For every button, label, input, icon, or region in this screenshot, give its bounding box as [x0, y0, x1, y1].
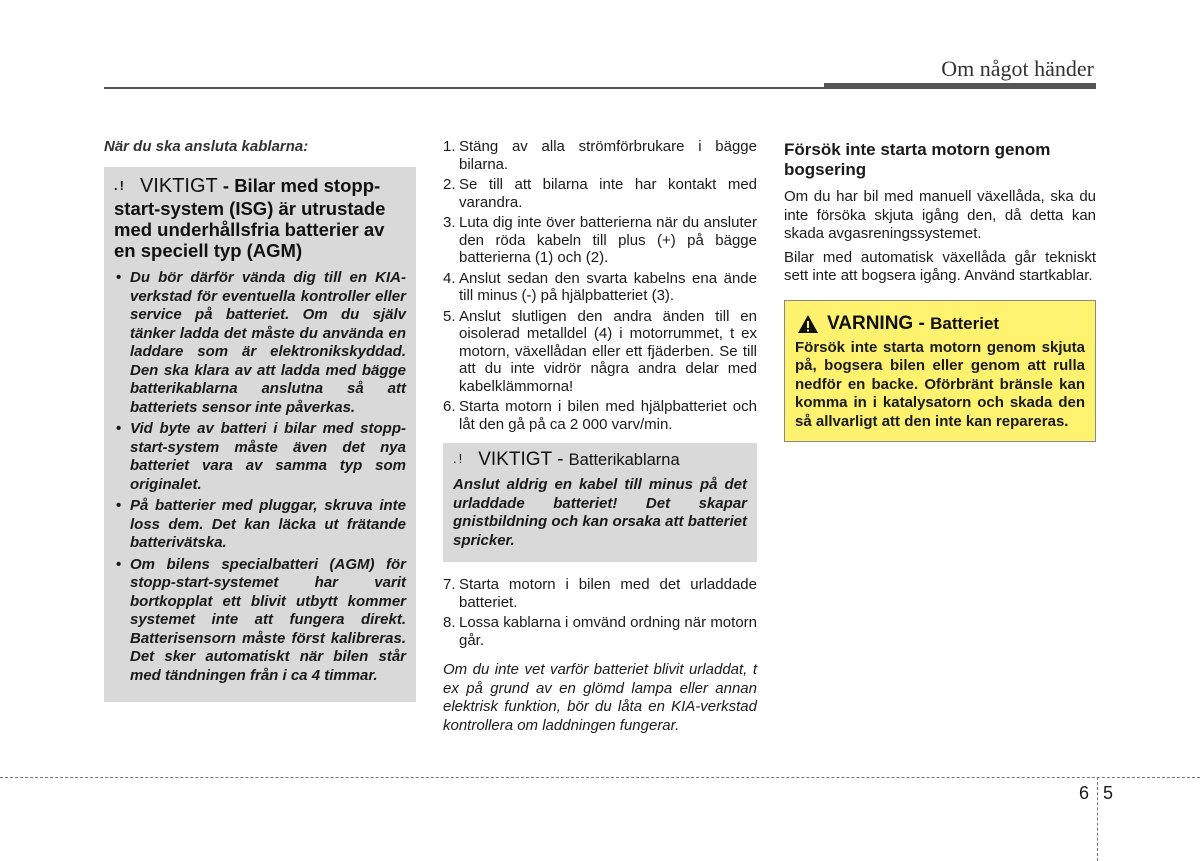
column-middle [443, 138, 757, 735]
step-number: 2. [443, 176, 456, 193]
step-number: 1. [443, 138, 456, 155]
list-item [443, 176, 757, 211]
step-text: Anslut slutligen den andra änden till en oisolerad metalldel (4) i motorrummet, t ex motorn, växellådan eller ett fjäderben. Se till att du inte vidrör några andra delar med kabelklämmorna! [459, 307, 757, 395]
step-text: Stäng av alla strömförbrukare i bägge bilarna. [459, 138, 757, 173]
footer-rule [0, 777, 1200, 778]
notice-label: VIKTIGT - [478, 449, 569, 470]
column-right [784, 140, 1096, 442]
closing-note: Om du inte vet varför batteriet blivit urladdat, t ex på grund av en glömd lampa eller annan elektrisk funktion, bör du låta en KIA-verkstad kontrollera om laddningen fungerar. [443, 661, 757, 734]
steps-list-b [443, 576, 757, 649]
notice-label: VIKTIGT [139, 175, 218, 197]
warning-label: VARNING - [827, 312, 925, 334]
automatic-gearbox-paragraph: Bilar med automatisk växellåda går tekniskt sett inte att bogsera igång. Använd startkablar. [784, 248, 1096, 284]
step-number: 7. [443, 576, 456, 593]
list-item [443, 308, 757, 396]
step-text: Starta motorn i bilen med hjälpbatteriet och låt den gå på ca 2 000 varv/min. [459, 398, 757, 433]
warning-title [795, 313, 1085, 335]
page-number: 5 [1103, 783, 1114, 803]
notice-text: Anslut aldrig en kabel till minus på det urladdade batteriet! Det skapar gnistbildning och kan orsaka att batteriet spricker. [453, 476, 747, 549]
notice-title [453, 449, 747, 472]
caution-icon: .! [453, 451, 465, 466]
step-text: Starta motorn i bilen med det urladdade batteriet. [459, 576, 757, 611]
step-number: 8. [443, 614, 456, 631]
step-number: 3. [443, 214, 456, 231]
connect-heading: När du ska ansluta kablarna: [104, 138, 309, 155]
tow-start-heading: Försök inte starta motorn genom bogsering [784, 140, 1051, 179]
manual-gearbox-paragraph: Om du har bil med manuell växellåda, ska du inte försöka skjuta igång den, då detta kan skada avgasreningssystemet. [784, 188, 1096, 242]
header-rule-accent [824, 83, 1096, 89]
step-text: Lossa kablarna i omvänd ordning när motorn går. [459, 614, 757, 649]
list-item [443, 270, 757, 305]
chapter-number: 6 [1079, 783, 1090, 803]
warning-subject: Batteriet [930, 313, 1000, 333]
step-number: 6. [443, 398, 456, 415]
step-number: 4. [443, 269, 456, 287]
notice-subject: - Bilar med stopp-start-system (ISG) är utrustade med underhållsfria batterier av en speciell typ (AGM) [114, 175, 386, 261]
warning-box-battery [784, 300, 1096, 443]
step-text: Luta dig inte över batterierna när du ansluter den röda kabeln till plus (+) på bägge batterierna (1) och (2). [459, 214, 757, 266]
step-text: Anslut sedan den svarta kabelns ena ände till minus (-) på hjälpbatteriet (3). [459, 269, 757, 304]
list-item [443, 614, 757, 649]
footer-divider [1097, 777, 1098, 861]
steps-list-a [443, 138, 757, 433]
list-item: • På batterier med pluggar, skruva inte loss dem. Det kan läcka ut frätande batterivätska. [114, 497, 406, 553]
list-item [443, 138, 757, 173]
list-item [443, 214, 757, 267]
notice-subject: Batterikablarna [568, 451, 680, 469]
notice-bullet-list [114, 269, 406, 685]
list-item: • Vid byte av batteri i bilar med stopp-start-system måste även det nya batteriet vara av samma typ som originalet. [114, 420, 406, 494]
warning-text: Försök inte starta motorn genom skjuta på, bogsera bilen eller genom att rulla nedför en backe. Oförbränt bränsle kan komma in i katalysatorn och skada den så allvarligt att den inte kan repareras. [795, 338, 1085, 430]
step-text: Se till att bilarna inte har kontakt med varandra. [459, 176, 757, 211]
important-notice-cables [443, 443, 757, 562]
notice-title [114, 175, 406, 261]
list-item [443, 398, 757, 433]
column-left [104, 138, 416, 702]
warning-triangle-icon [797, 314, 819, 334]
section-title: Om något händer [941, 56, 1094, 81]
list-item [443, 576, 757, 611]
step-number: 5. [443, 307, 456, 325]
caution-icon: .! [114, 178, 126, 193]
list-item: • Om bilens specialbatteri (AGM) för stopp-start-systemet har varit bortkopplat ett blivit utbytt kommer systemet inte att fungera direkt. Batterisensorn måste först kalibreras. Det sker automatiskt när bilen står med tändningen från i ca 4 timmar. [114, 556, 406, 686]
list-item: • Du bör därför vända dig till en KIA-verkstad för eventuella kontroller eller service på batteriet. Om du själv tänker ladda det måste du använda en laddare som är elektronikskyddad. Den ska klara av att ladda med bägge batterikablarna anslutna så att batteriets sensor inte påverkas. [114, 269, 406, 417]
important-notice-isg [104, 167, 416, 702]
